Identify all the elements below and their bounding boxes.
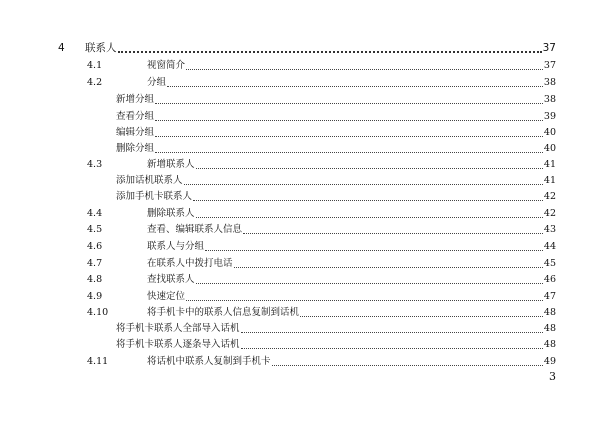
- dot-leader: [196, 282, 543, 284]
- entry-page-number: 42: [543, 208, 556, 219]
- entry-page-number: 37: [543, 60, 556, 71]
- toc-entry[interactable]: [0, 320, 613, 337]
- toc-entry[interactable]: [0, 172, 613, 189]
- toc-entry[interactable]: [0, 288, 613, 305]
- toc-line: [147, 74, 556, 91]
- entry-title: 查找联系人: [147, 274, 195, 285]
- entry-title: 查看、编辑联系人信息: [147, 224, 243, 235]
- toc-line: [147, 255, 556, 272]
- toc-entry[interactable]: [0, 124, 613, 141]
- entry-number: 4.7: [87, 258, 103, 269]
- entry-number: 4.11: [87, 356, 109, 367]
- entry-title: 新增分组: [116, 94, 155, 105]
- entry-number: 4.1: [87, 60, 103, 71]
- toc-entry[interactable]: [0, 140, 613, 157]
- dot-leader: [272, 364, 543, 366]
- dot-leader: [205, 249, 543, 251]
- dot-leader: [155, 119, 543, 121]
- entry-title: 在联系人中拨打电话: [147, 258, 233, 269]
- entry-title: 添加手机卡联系人: [116, 191, 193, 202]
- dot-leader: [155, 135, 543, 137]
- toc-line: [147, 304, 556, 321]
- chapter-page-number: 37: [542, 42, 556, 54]
- toc-line: [147, 221, 556, 238]
- entry-title: 查看分组: [116, 111, 155, 122]
- dot-leader: [167, 85, 543, 87]
- dot-leader: [234, 266, 543, 268]
- toc-line: [116, 108, 556, 125]
- entry-page-number: 39: [543, 111, 556, 122]
- toc-line: [147, 156, 556, 173]
- toc-line: [116, 172, 556, 189]
- dot-leader: [241, 331, 543, 333]
- entry-page-number: 48: [543, 339, 556, 350]
- entry-page-number: 45: [543, 258, 556, 269]
- toc-entry[interactable]: [0, 304, 613, 321]
- toc-line: [147, 353, 556, 370]
- entry-number: 4.8: [87, 274, 103, 285]
- toc-entry[interactable]: [0, 336, 613, 353]
- entry-number: 4.9: [87, 291, 103, 302]
- chapter-number: 4: [58, 42, 65, 54]
- entry-title: 将手机卡中的联系人信息复制到话机: [147, 307, 300, 318]
- entry-number: 4.4: [87, 208, 103, 219]
- entry-title: 将话机中联系人复制到手机卡: [147, 356, 271, 367]
- entry-title: 分组: [147, 77, 167, 88]
- toc-entry[interactable]: [0, 271, 613, 288]
- chapter-title: 联系人: [85, 42, 117, 54]
- dot-leader: [118, 50, 542, 53]
- toc-entry[interactable]: [0, 57, 613, 74]
- toc-entry[interactable]: [0, 156, 613, 173]
- entry-number: 4.2: [87, 77, 103, 88]
- entry-number: 4.5: [87, 224, 103, 235]
- entry-page-number: 49: [543, 356, 556, 367]
- toc-entry[interactable]: [0, 255, 613, 272]
- entry-page-number: 41: [543, 159, 556, 170]
- dot-leader: [155, 102, 543, 104]
- toc-line: [116, 91, 556, 108]
- entry-page-number: 48: [543, 307, 556, 318]
- toc-line: [147, 288, 556, 305]
- dot-leader: [241, 347, 543, 349]
- entry-page-number: 38: [543, 77, 556, 88]
- toc-line: [147, 271, 556, 288]
- entry-page-number: 42: [543, 191, 556, 202]
- toc-line: [116, 336, 556, 353]
- toc-entry[interactable]: [0, 238, 613, 255]
- toc-entry[interactable]: [0, 74, 613, 91]
- entry-page-number: 47: [543, 291, 556, 302]
- dot-leader: [196, 167, 543, 169]
- toc-entry[interactable]: [0, 221, 613, 238]
- entry-page-number: 38: [543, 94, 556, 105]
- entry-title: 快速定位: [147, 291, 186, 302]
- entry-title: 将手机卡联系人逐条导入话机: [116, 339, 240, 350]
- dot-leader: [155, 151, 543, 153]
- toc-line: [116, 188, 556, 205]
- toc-line: [147, 57, 556, 74]
- toc-entry[interactable]: [0, 188, 613, 205]
- entry-page-number: 41: [543, 175, 556, 186]
- entry-title: 新增联系人: [147, 159, 195, 170]
- entry-page-number: 44: [543, 241, 556, 252]
- toc-line: [85, 40, 556, 57]
- toc-line: [116, 140, 556, 157]
- entry-title: 添加话机联系人: [116, 175, 183, 186]
- toc-chapter-row[interactable]: [0, 40, 613, 57]
- toc-entry[interactable]: [0, 353, 613, 370]
- toc-line: [147, 205, 556, 222]
- dot-leader: [186, 299, 543, 301]
- entry-title: 将手机卡联系人全部导入话机: [116, 323, 240, 334]
- entry-number: 4.6: [87, 241, 103, 252]
- entry-title: 联系人与分组: [147, 241, 205, 252]
- entry-title: 删除联系人: [147, 208, 195, 219]
- dot-leader: [186, 68, 543, 70]
- toc-line: [147, 238, 556, 255]
- dot-leader: [243, 232, 543, 234]
- dot-leader: [193, 199, 543, 201]
- entry-page-number: 46: [543, 274, 556, 285]
- entry-title: 视窗简介: [147, 60, 186, 71]
- entry-title: 编辑分组: [116, 127, 155, 138]
- dot-leader: [196, 216, 543, 218]
- toc-entry[interactable]: [0, 205, 613, 222]
- entry-title: 删除分组: [116, 143, 155, 154]
- dot-leader: [184, 183, 543, 185]
- footer-page-number: 3: [549, 370, 556, 383]
- entry-number: 4.10: [87, 307, 109, 318]
- entry-page-number: 43: [543, 224, 556, 235]
- toc-entry[interactable]: [0, 91, 613, 108]
- toc-line: [116, 124, 556, 141]
- toc-line: [116, 320, 556, 337]
- entry-number: 4.3: [87, 159, 103, 170]
- entry-page-number: 40: [543, 127, 556, 138]
- entry-page-number: 40: [543, 143, 556, 154]
- entry-page-number: 48: [543, 323, 556, 334]
- toc-entry[interactable]: [0, 108, 613, 125]
- dot-leader: [300, 315, 543, 317]
